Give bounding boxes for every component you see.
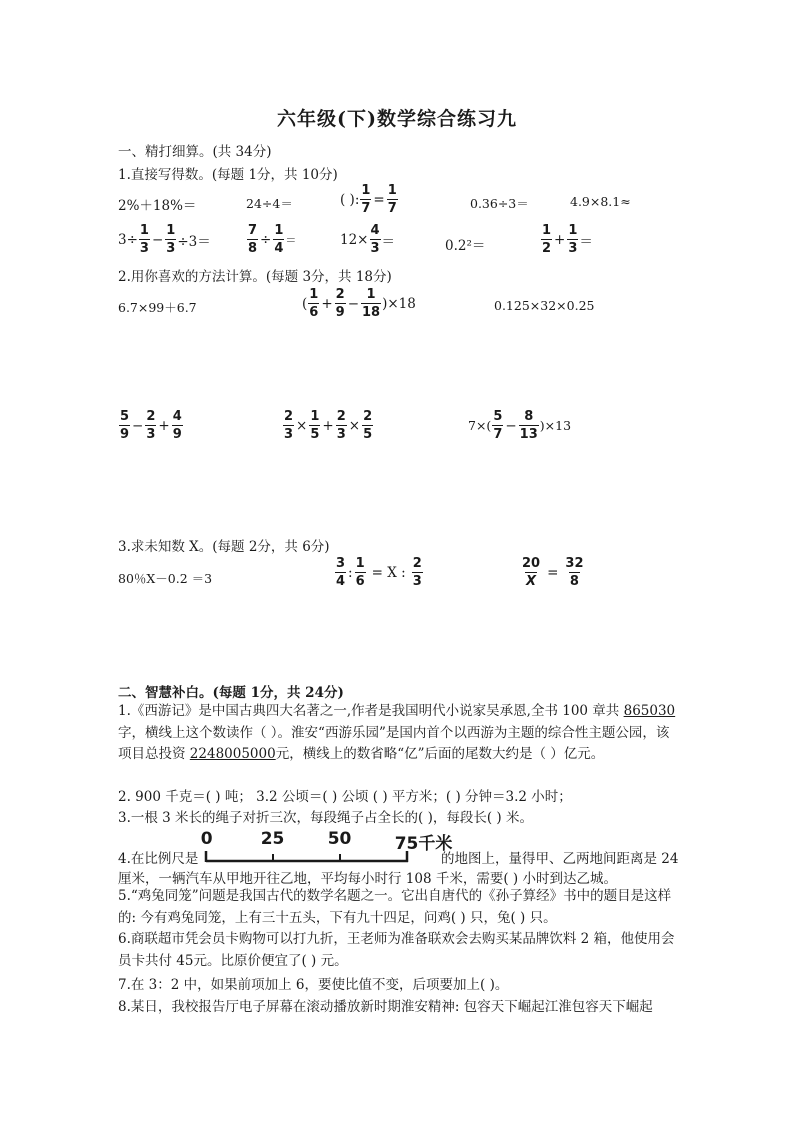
q2-heading: 2.用你喜欢的方法计算。(每题 3分，共 18分) [118,269,392,285]
fraction [567,224,578,255]
denominator: 7 [387,201,397,216]
fraction [172,410,183,441]
q1-r2-d: 0.2²＝ [445,238,486,254]
s2-question-5: 5.“鸡兔同笼”问题是我国古代的数学名题之一。它出自唐代的《孙子算经》书中的题目是这样的: 今有鸡兔同笼，上有三十五头，下有九十四足，问鸡( ) 只，兔( ) 只。 [118,888,672,926]
text: )×13 [539,418,572,433]
operator: − [132,417,144,434]
text: ＝ [579,233,593,250]
q1-r2-c [340,224,395,255]
operator: × [296,417,308,434]
fraction [564,557,584,588]
denominator: 9 [120,427,130,442]
text: 3÷ [118,231,138,248]
q2-c: 0.125×32×0.25 [494,298,595,313]
scale-label: 50 [327,829,352,849]
text: 12× [340,231,369,248]
operator: + [158,417,170,434]
denominator: 9 [335,305,345,320]
fraction [308,288,319,319]
q3-b [334,557,424,588]
q2-e [282,410,374,441]
operator: ÷ [260,231,272,248]
q1-r1-a: 2%＋18%＝ [118,198,197,214]
q2-a: 6.7×99＋6.7 [118,300,197,315]
text: 1.《西游记》是中国古典四大名著之一,作者是我国明代小说家吴承恩,全书 100 章共 [118,703,624,719]
section2-heading: 二、智慧补白。(每题 1分，共 24分) [118,685,344,701]
s2-question-4-line1 [118,829,679,867]
numerator: 5 [120,409,130,424]
fraction [412,557,423,588]
s2-question-7: 7.在 3：2 中，如果前项加上 6，要使比值不变，后项要加上( )。 [118,977,509,993]
denominator: 8 [248,241,258,256]
fraction [362,410,373,441]
denominator: 9 [172,427,182,442]
operator: : [348,564,353,581]
denominator: 5 [310,427,320,442]
denominator: 3 [284,427,294,442]
operator: − [347,295,359,312]
q1-r1-c [340,184,399,215]
q1-r2-a [118,224,211,255]
denominator: 3 [568,241,578,256]
denominator: 6 [355,574,365,589]
numerator: 1 [274,223,284,238]
underlined-number: 2248005000 [189,746,276,762]
numerator: 2 [335,287,345,302]
scale-label: 75千米 [394,834,453,854]
fraction [355,557,366,588]
numerator: 4 [172,409,182,424]
numerator: 1 [309,287,319,302]
text: ÷3＝ [177,233,211,250]
numerator: 20 [522,556,541,571]
fraction [521,557,541,588]
fraction [119,410,130,441]
numerator: 2 [284,409,294,424]
numerator: 1 [139,223,149,238]
fraction [283,410,294,441]
q2-d [118,410,184,441]
denominator: 3 [166,241,176,256]
operator: × [348,417,361,434]
fraction [336,410,347,441]
fraction [165,224,176,255]
numerator: 1 [361,183,371,198]
text: 4.在比例尺是 [118,851,199,867]
scale-label: 25 [260,829,285,849]
denominator: 4 [336,574,346,589]
text: 7×( [468,418,492,433]
denominator: 2 [542,241,552,256]
fraction [139,224,150,255]
denominator: 3 [139,241,149,256]
numerator: 1 [355,556,365,571]
q3-c [520,557,586,588]
numerator: 8 [524,409,534,424]
text: ( [302,295,308,312]
fraction [360,184,371,215]
q3-a: 80％X－0.2 ＝3 [118,571,213,586]
fraction [335,288,346,319]
q1-r1-b: 24÷4＝ [246,196,293,211]
denominator: 18 [362,305,381,320]
fraction [492,410,503,441]
denominator: 3 [146,427,156,442]
q1-heading: 1.直接写得数。(每题 1分，共 10分) [118,167,338,183]
denominator: 3 [412,574,422,589]
fraction [145,410,156,441]
fraction [519,410,539,441]
numerator: 3 [336,556,346,571]
s2-question-6: 6.商联超市凭会员卡购物可以打九折，王老师为准备联欢会去购买某品牌饮料 2 箱，他使用会员卡共付 45元。比原价便宜了( ) 元。 [118,931,675,969]
numerator: 1 [542,223,552,238]
fraction [309,410,320,441]
numerator: 5 [493,409,503,424]
q3-heading: 3.求未知数 X。(每题 2分，共 6分) [118,539,330,555]
scale-bar-graphic [203,845,425,867]
s2-question-3: 3.一根 3 米长的绳子对折三次，每段绳子占全长的( )，每段长( ) 米。 [118,810,533,826]
fraction [387,184,398,215]
numerator: 1 [366,287,376,302]
fraction [370,224,381,255]
q1-r2-b [246,224,296,255]
denominator: 13 [519,427,538,442]
denominator: 4 [274,241,284,256]
denominator: 5 [363,427,373,442]
operator: + [321,295,333,312]
q1-r2-e [540,224,593,255]
denominator: 3 [336,427,346,442]
q2-b [302,288,416,319]
fraction [273,224,284,255]
s2-question-2: 2. 900 千克＝( ) 吨； 3.2 公顷＝( ) 公顷 ( ) 平方米；( ) 分钟＝3.2 小时； [118,789,572,805]
text: )×18 [382,295,416,312]
s2-question-1 [118,701,678,766]
s2-question-4-line2: 厘米，一辆汽车从甲地开往乙地，平均每小时行 108 千米，需要( ) 小时到达乙城。 [118,871,617,887]
operator: + [554,231,566,248]
numerator: 1 [387,183,397,198]
underlined-number: 865030 [623,703,676,719]
text: ＝ [381,233,396,250]
numerator: 2 [412,556,422,571]
denominator: 7 [361,201,371,216]
denominator: 8 [569,574,579,589]
numerator: 2 [363,409,373,424]
operator: = [547,564,559,581]
scale-bar [200,829,453,867]
numerator: 1 [310,409,320,424]
numerator: 7 [248,223,258,238]
denominator: 7 [493,427,503,442]
fraction [247,224,258,255]
numerator: 2 [146,409,156,424]
text: ＝ [285,233,297,247]
q2-f [468,410,571,441]
denominator: 3 [370,241,380,256]
page-title: 六年级(下)数学综合练习九 [277,108,517,130]
operator: = X : [371,564,406,581]
fraction [335,557,346,588]
operator: − [505,417,517,434]
q1-r1-e: 4.9×8.1≈ [570,194,631,209]
text: 字，横线上这个数读作（ ）。淮安“西游乐园”是国内首个以西游为主题的综合性主题公园，该项目总投资 [118,724,670,762]
text: 元，横线上的数省略“亿”后面的尾数大约是（ ）亿元。 [275,746,605,762]
numerator: 32 [565,556,584,571]
numerator: 4 [370,223,380,238]
numerator: 1 [568,223,578,238]
numerator: 1 [166,223,176,238]
q1-r1-c-pre: ( ): [340,191,360,208]
denominator: X [526,574,537,589]
scale-label: 0 [200,829,213,849]
section1-heading: 一、精打细算。(共 34分) [118,144,272,160]
operator: = [373,191,385,208]
operator: − [151,231,164,248]
denominator: 6 [309,305,319,320]
operator: + [322,417,334,434]
q1-r1-d: 0.36÷3＝ [470,196,529,211]
s2-question-8: 8.某日，我校报告厅电子屏幕在滚动播放新时期淮安精神: 包容天下崛起江淮包容天下崛起 [118,999,653,1015]
fraction [361,288,381,319]
fraction [541,224,552,255]
numerator: 2 [336,409,346,424]
text: 的地图上，量得甲、乙两地间距离是 24 [440,851,679,867]
